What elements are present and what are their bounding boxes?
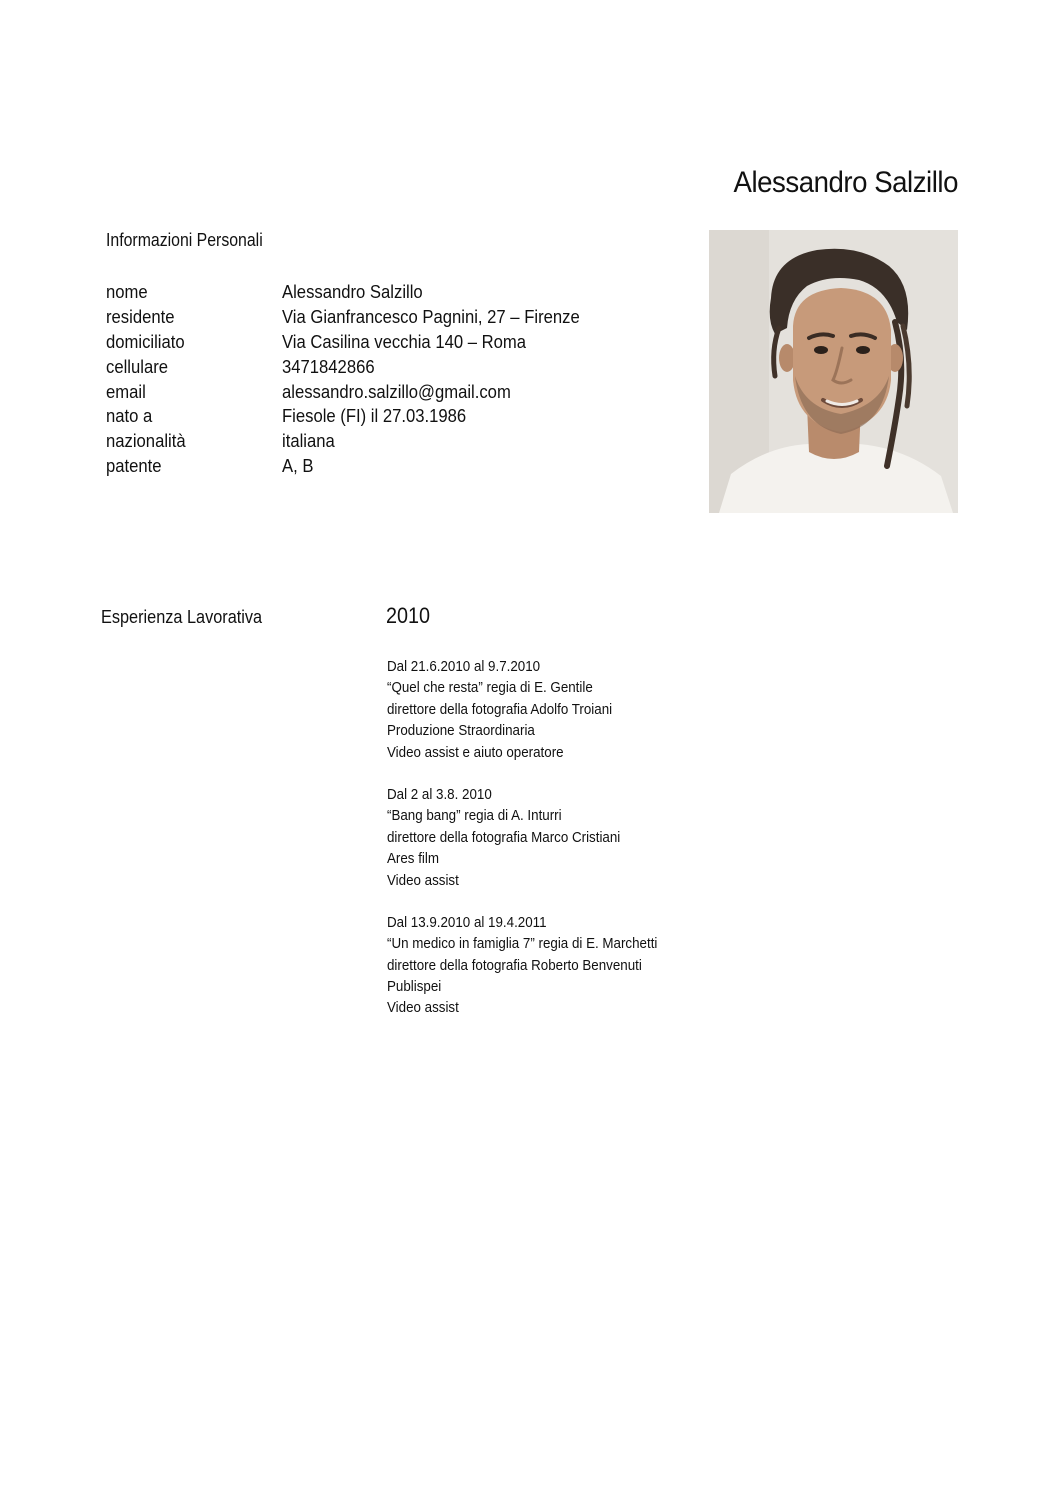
entry-dop: direttore della fotografia Roberto Benvenuti xyxy=(387,956,642,974)
info-row-email xyxy=(106,379,666,404)
info-label: nato a xyxy=(106,405,153,427)
info-row-cellulare xyxy=(106,354,666,379)
info-row-nazionalita xyxy=(106,429,666,454)
experience-year: 2010 xyxy=(386,603,431,628)
info-label: patente xyxy=(106,454,162,476)
info-label: cellulare xyxy=(106,355,169,377)
experience-list xyxy=(387,656,807,1040)
entry-role: Video assist e aiuto operatore xyxy=(387,743,564,761)
profile-photo xyxy=(709,230,958,513)
personal-info-heading: Informazioni Personali xyxy=(106,230,263,250)
info-label: email xyxy=(106,380,146,402)
entry-title: “Un medico in famiglia 7” regia di E. Marchetti xyxy=(387,935,658,953)
entry-production: Ares film xyxy=(387,850,439,868)
info-row-domiciliato xyxy=(106,330,666,355)
info-value: Via Gianfrancesco Pagnini, 27 – Firenze xyxy=(282,306,580,328)
entry-role: Video assist xyxy=(387,871,459,889)
info-row-nato-a xyxy=(106,404,666,429)
info-value: Fiesole (FI) il 27.03.1986 xyxy=(282,405,467,427)
personal-info-table xyxy=(106,280,666,478)
entry-title: “Quel che resta” regia di E. Gentile xyxy=(387,679,593,697)
info-label: domiciliato xyxy=(106,330,185,352)
entry-dates: Dal 13.9.2010 al 19.4.2011 xyxy=(387,913,547,931)
info-value: italiana xyxy=(282,430,335,452)
experience-entry xyxy=(387,912,807,1019)
entry-dates: Dal 21.6.2010 al 9.7.2010 xyxy=(387,658,541,675)
entry-production: Publispei xyxy=(387,978,442,996)
entry-dop: direttore della fotografia Marco Cristiani xyxy=(387,828,621,846)
experience-entry xyxy=(387,784,807,891)
cv-name-title: Alessandro Salzillo xyxy=(733,166,958,199)
info-value: alessandro.salzillo@gmail.com xyxy=(282,380,511,402)
info-value: 3471842866 xyxy=(282,355,375,377)
entry-dop: direttore della fotografia Adolfo Troiani xyxy=(387,700,613,718)
info-label: nazionalità xyxy=(106,430,186,452)
info-value: Alessandro Salzillo xyxy=(282,281,423,303)
info-row-residente xyxy=(106,305,666,330)
entry-production: Produzione Straordinaria xyxy=(387,722,535,740)
info-row-patente xyxy=(106,454,666,479)
work-experience-heading: Esperienza Lavorativa xyxy=(101,606,263,627)
info-row-nome xyxy=(106,280,666,305)
experience-entry xyxy=(387,656,807,763)
info-label: residente xyxy=(106,306,175,328)
entry-role: Video assist xyxy=(387,999,459,1017)
info-label: nome xyxy=(106,281,148,303)
entry-dates: Dal 2 al 3.8. 2010 xyxy=(387,785,492,803)
info-value: A, B xyxy=(282,454,314,476)
entry-title: “Bang bang” regia di A. Inturri xyxy=(387,807,562,825)
info-value: Via Casilina vecchia 140 – Roma xyxy=(282,330,527,352)
